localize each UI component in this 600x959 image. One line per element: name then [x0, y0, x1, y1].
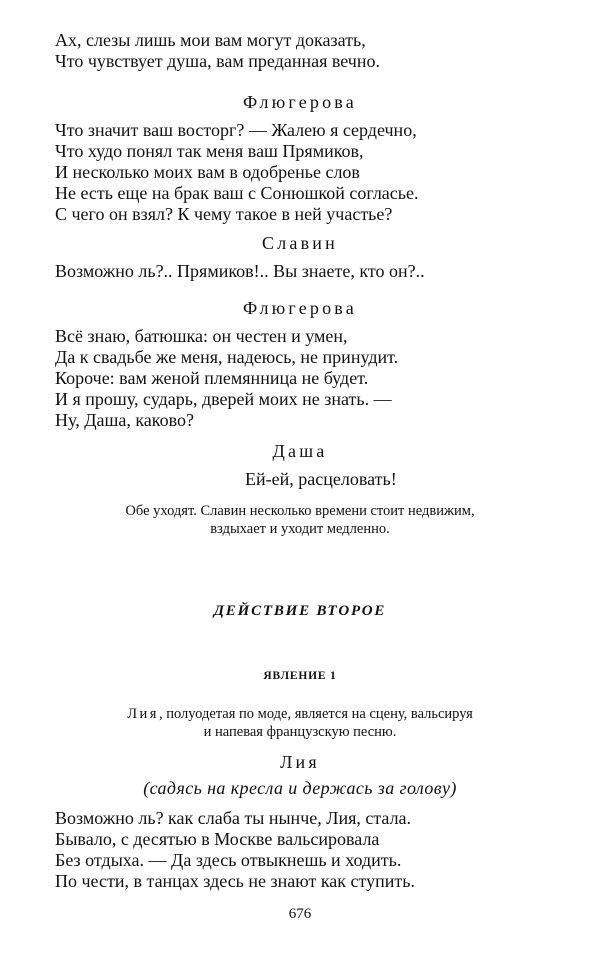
page-number: 676 [288, 906, 312, 922]
speaker-name: Лия [280, 752, 320, 772]
verse-block [55, 261, 425, 282]
stage-line [0, 705, 600, 723]
verse-line: И несколько моих вам в одобренье слов [55, 162, 360, 182]
verse-line: Да к свадьбе же меня, надеюсь, не принудит. [55, 347, 399, 367]
verse-line: Ну, Даша, каково? [55, 410, 194, 430]
verse-block [245, 469, 397, 490]
scene-heading: ЯВЛЕНИЕ 1 [263, 670, 337, 682]
character-name: Лия [127, 706, 159, 722]
speaker-name: Флюгерова [243, 92, 357, 112]
verse-block [55, 326, 398, 431]
stage-line: вздыхает и уходит медленно. [210, 521, 390, 537]
verse-line: Возможно ль?.. Прямиков!.. Вы знаете, кто он?.. [55, 261, 425, 281]
speaker-name: Флюгерова [243, 298, 357, 318]
verse-line: Что худо понял так меня ваш Прямиков, [55, 141, 364, 161]
verse-line: Не есть еще на брак ваш с Сонюшкой согласье. [55, 183, 419, 203]
verse-line: Ах, слезы лишь мои вам могут доказать, [55, 30, 366, 50]
verse-line: Что значит ваш восторг? — Жалею я сердечно, [55, 120, 417, 140]
stage-direction [0, 502, 600, 538]
stage-direction [0, 705, 600, 741]
stage-text: , полуодетая по моде, является на сцену, вальсируя [158, 706, 473, 722]
speaker-direction: (садясь на кресла и держась за голову) [143, 778, 457, 798]
verse-block [55, 120, 418, 225]
verse-line: Что чувствует душа, вам преданная вечно. [55, 51, 380, 71]
verse-block [55, 808, 415, 892]
verse-line: И я прошу, сударь, дверей моих не знать. — [55, 389, 392, 409]
verse-line: Бывало, с десятью в Москве вальсировала [55, 829, 380, 849]
verse-line: Возможно ль? как слаба ты нынче, Лия, стала. [55, 808, 412, 828]
verse-line: Без отдыха. — Да здесь отвыкнешь и ходить. [55, 850, 402, 870]
verse-line: Короче: вам женой племянница не будет. [55, 368, 369, 388]
verse-line: По чести, в танцах здесь не знают как ступить. [55, 871, 415, 891]
verse-line: С чего он взял? К чему такое в ней участье? [55, 204, 393, 224]
stage-line: и напевая французскую песню. [203, 724, 397, 740]
speaker-name: Даша [272, 441, 328, 461]
verse-line: Ей-ей, расцеловать! [245, 469, 397, 489]
stage-line: Обе уходят. Славин несколько времени стоит недвижим, [125, 503, 475, 519]
verse-block [55, 30, 380, 72]
speaker-name: Славин [262, 233, 338, 253]
verse-line: Всё знаю, батюшка: он честен и умен, [55, 326, 348, 346]
act-heading: ДЕЙСТВИЕ ВТОРОЕ [213, 603, 387, 619]
